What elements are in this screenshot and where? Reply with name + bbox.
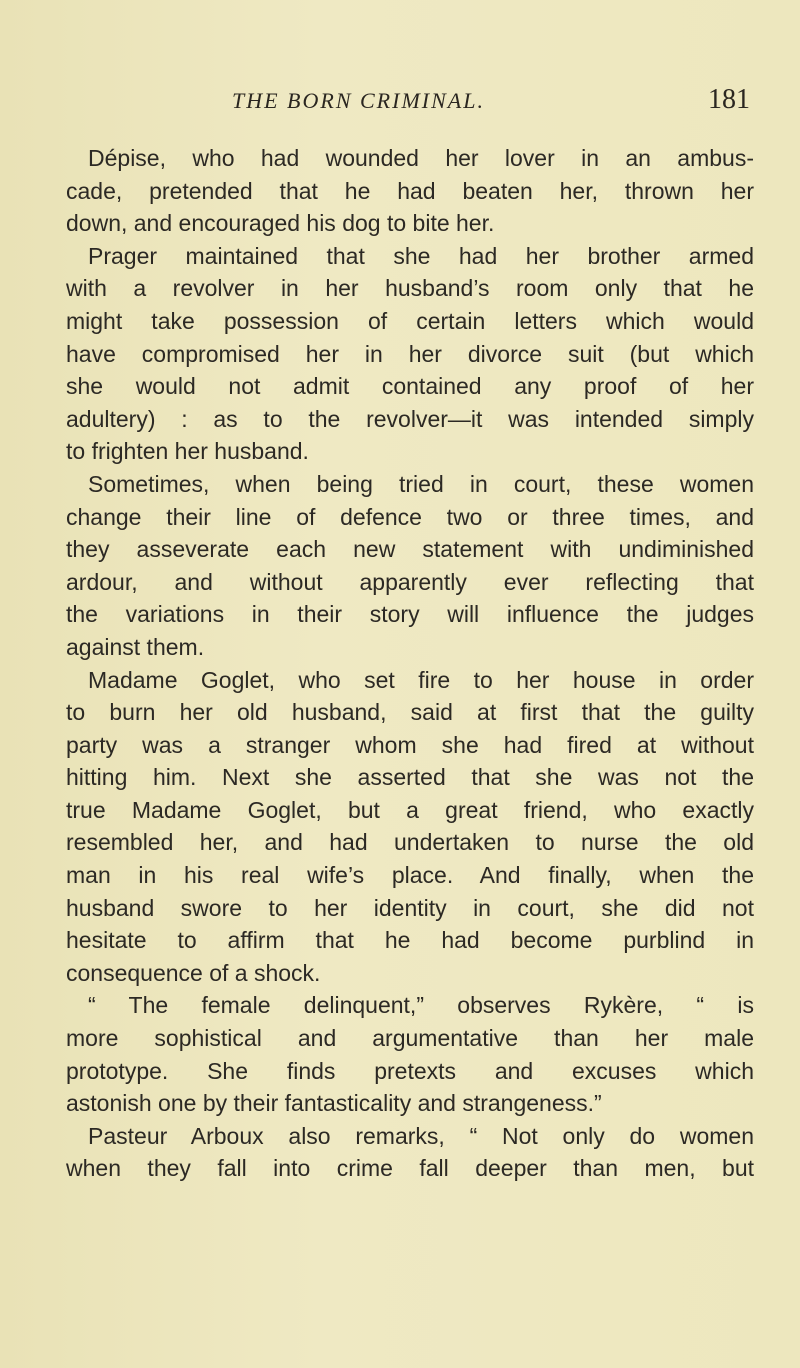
text-line: she would not admit contained any proof of her bbox=[66, 373, 754, 400]
text-line: true Madame Goglet, but a great friend, who exactly bbox=[66, 796, 754, 823]
text-line: with a revolver in her husband’s room only that he bbox=[66, 275, 754, 302]
paragraph bbox=[66, 1120, 754, 1185]
text-line: might take possession of certain letters which would bbox=[66, 307, 754, 334]
text-line: adultery) : as to the revolver—it was intended simply bbox=[66, 405, 754, 432]
text-line: to frighten her husband. bbox=[66, 438, 309, 465]
paragraph bbox=[66, 989, 754, 1119]
text-line: change their line of defence two or three times, and bbox=[66, 503, 754, 530]
text-line: “ The female delinquent,” observes Rykère, “ is bbox=[88, 992, 754, 1019]
text-line: Prager maintained that she had her brother armed bbox=[88, 242, 754, 269]
paragraph bbox=[66, 468, 754, 664]
text-line: hesitate to affirm that he had become purblind in bbox=[66, 927, 754, 954]
text-line: down, and encouraged his dog to bite her. bbox=[66, 210, 495, 237]
text-line: party was a stranger whom she had fired at without bbox=[66, 731, 754, 758]
text-line: Madame Goglet, who set fire to her house in order bbox=[88, 666, 754, 693]
text-line: Sometimes, when being tried in court, these women bbox=[88, 470, 754, 497]
paragraph bbox=[66, 664, 754, 990]
text-line: the variations in their story will influence the judges bbox=[66, 601, 754, 628]
running-title: THE BORN CRIMINAL. bbox=[232, 88, 485, 113]
text-line: prototype. She finds pretexts and excuses which bbox=[66, 1057, 754, 1084]
body-text bbox=[66, 142, 754, 1185]
page-number: 181 bbox=[708, 84, 750, 115]
text-line: against them. bbox=[66, 633, 205, 660]
text-line: husband swore to her identity in court, she did not bbox=[66, 894, 754, 921]
text-line: they asseverate each new statement with undiminished bbox=[66, 536, 754, 563]
text-line: Dépise, who had wounded her lover in an ambus- bbox=[88, 145, 754, 171]
text-line: to burn her old husband, said at first that the guilty bbox=[66, 699, 754, 726]
text-line: astonish one by their fantasticality and strangeness.” bbox=[66, 1090, 602, 1117]
text-line: resembled her, and had undertaken to nurse the old bbox=[66, 829, 754, 856]
text-line: have compromised her in her divorce suit (but which bbox=[66, 340, 754, 367]
text-line: man in his real wife’s place. And finally, when the bbox=[66, 862, 754, 889]
page-header bbox=[66, 84, 750, 128]
text-line: hitting him. Next she asserted that she was not the bbox=[66, 764, 754, 791]
text-line: cade, pretended that he had beaten her, thrown her bbox=[66, 177, 754, 204]
text-line: when they fall into crime fall deeper than men, but bbox=[66, 1155, 754, 1182]
text-line: more sophistical and argumentative than her male bbox=[66, 1025, 754, 1052]
text-line: Pasteur Arboux also remarks, “ Not only do women bbox=[88, 1122, 754, 1149]
paragraph bbox=[66, 240, 754, 468]
paragraph bbox=[66, 142, 754, 240]
text-line: consequence of a shock. bbox=[66, 959, 321, 986]
text-line: ardour, and without apparently ever reflecting that bbox=[66, 568, 754, 595]
